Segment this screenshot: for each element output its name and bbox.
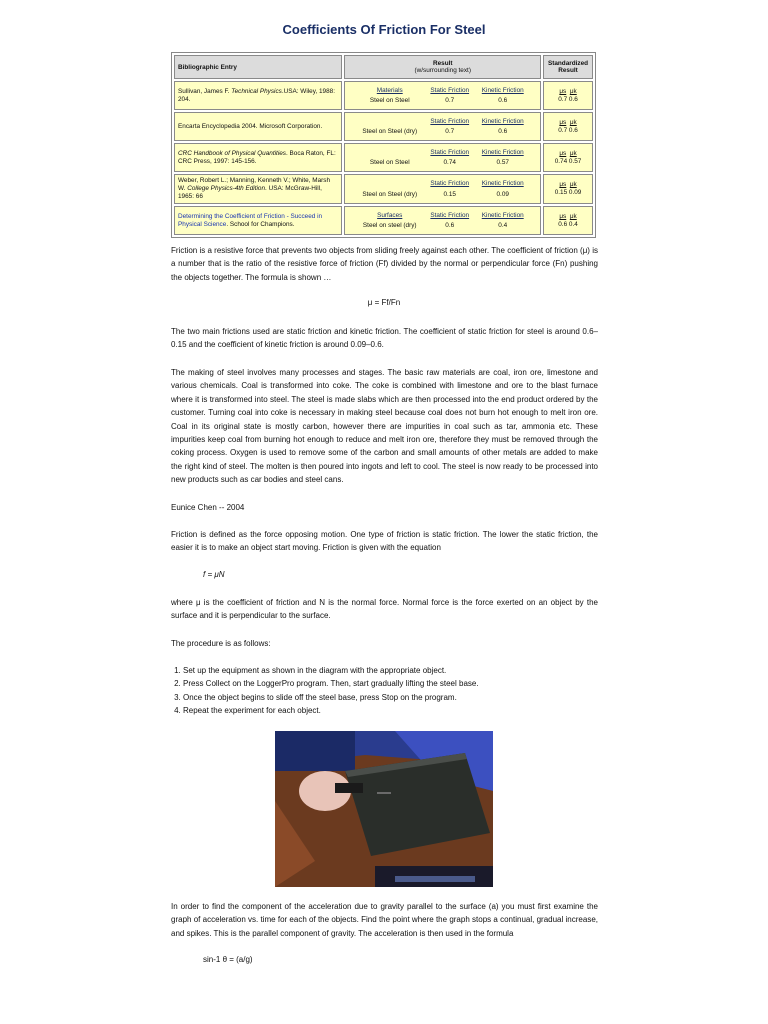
result-header: Kinetic Friction	[481, 148, 524, 156]
kinetic-value: 0.4	[498, 222, 508, 229]
standardized-cell	[543, 206, 593, 235]
result-header: Static Friction	[430, 117, 470, 125]
kinetic-value: 0.6	[498, 97, 508, 104]
normal-force-paragraph: where μ is the coefficient of friction and N is the normal force. Normal force is the force exerted on an object by the surface and it is perpendicular to the surface.	[171, 598, 598, 621]
standardized-cell	[543, 174, 593, 204]
formula-f: f = μN	[203, 570, 225, 579]
standardized-values: 0.7 0.6	[558, 95, 578, 103]
result-header: Kinetic Friction	[481, 180, 524, 188]
bib-entry	[174, 112, 342, 141]
header-result-sub: (w/surrounding text)	[414, 67, 471, 74]
mu-k-label: μk	[569, 149, 577, 157]
author-line: Eunice Chen -- 2004	[171, 503, 245, 512]
standardized-cell	[543, 112, 593, 141]
procedure-heading: The procedure is as follows:	[171, 639, 271, 648]
list-item: 3. Once the object begins to slide off the steel base, press Stop on the program.	[183, 691, 603, 704]
bib-title: Technical Physics	[231, 87, 282, 95]
table-header-row	[174, 55, 593, 79]
standardized-values: 0.15 0.09	[554, 189, 582, 196]
kinetic-value: 0.57	[496, 159, 509, 166]
kinetic-value: 0.6	[498, 128, 508, 135]
table-row	[174, 143, 593, 172]
mu-k-label: μk	[569, 118, 577, 126]
material: Steel on Steel (dry)	[362, 128, 418, 135]
procedure-list	[171, 664, 603, 718]
mu-s-label: μs	[559, 212, 567, 220]
experiment-photo	[275, 731, 493, 887]
result-cell	[344, 206, 541, 235]
steelmaking-paragraph: The making of steel involves many processes and stages. The basic raw materials are coal, iron ore, limestone and various chemicals. Coal is transformed into coke. The coke is combined with limestone and ore to the blast furnace where it is transformed into steel. The steel is made slabs which are then processed into the end product ordered by the customer. Turning coal into coke is necessary in making steel because coal does not burn hot enough to melt iron ore. Coal in its original state is mostly carbon, however there are impurities in coal such as tar, ammonia etc. These impurities keep coal from burning hot enough to reduce and melt iron ore, therefore they must be removed through the coking process. Oxygen is used to remove some of the carbon and small amounts of other metals are added to make the right kind of steel. The molten is then poured into ingots and left to cool. The steel is now ready to be processed into new products such as car bodies and steel cans.	[171, 368, 598, 485]
result-header	[360, 149, 420, 156]
definition-paragraph: Friction is defined as the force opposing motion. One type of friction is static friction. The lower the static friction, the easier it is to make an object start moving. Friction is given with the equation	[171, 530, 598, 553]
bib-author: Weber, Robert L.; Manning, Kenneth V.; White, Marsh W.	[178, 177, 331, 192]
standardized-values: 0.74 0.57	[554, 157, 582, 165]
table-row	[174, 206, 593, 235]
header-result	[344, 55, 541, 79]
result-header: Kinetic Friction	[481, 86, 524, 94]
result-header: Kinetic Friction	[481, 211, 524, 219]
result-header: Kinetic Friction	[481, 117, 524, 125]
bib-author: Encarta Encyclopedia 2004. Microsoft Corporation.	[178, 122, 323, 130]
result-header: Static Friction	[430, 86, 470, 94]
list-item: 1. Set up the equipment as shown in the diagram with the appropriate object.	[183, 664, 603, 677]
mu-k-label: μk	[569, 212, 577, 220]
page-title: Coefficients Of Friction For Steel	[282, 22, 486, 37]
mu-s-label: μs	[559, 118, 567, 126]
result-header: Surfaces	[377, 211, 403, 219]
static-value: 0.15	[443, 190, 456, 198]
standardized-cell	[543, 81, 593, 110]
references-table	[171, 52, 596, 238]
result-cell	[344, 143, 541, 172]
formula-sin: sin-1 θ = (a/g)	[203, 955, 253, 964]
bib-publisher: . Boca Raton, FL: CRC Press, 1997: 145-156.	[178, 149, 336, 165]
material: Steel on steel (dry)	[362, 222, 417, 229]
mu-s-label: μs	[559, 181, 567, 189]
header-standardized: Standardized Result	[543, 55, 593, 79]
standardized-values: 0.7 0.6	[558, 126, 578, 134]
bib-publisher: .USA: Wiley, 1988: 204.	[178, 87, 335, 103]
standardized-cell	[543, 143, 593, 172]
bib-entry	[174, 143, 342, 172]
static-value: 0.7	[445, 128, 455, 135]
experiment-photo-drawing	[275, 731, 493, 887]
bib-entry	[174, 174, 342, 204]
bib-publisher: . USA: McGraw-Hill, 1965: 66	[178, 185, 322, 200]
bib-entry	[174, 81, 342, 110]
bib-title: CRC Handbook of Physical Quantities	[178, 149, 286, 157]
mu-k-label: μk	[569, 181, 577, 189]
bib-publisher: . School for Champions.	[226, 220, 295, 228]
header-bibliographic: Bibliographic Entry	[174, 55, 342, 79]
result-header: Static Friction	[430, 211, 470, 219]
result-cell	[344, 81, 541, 110]
bib-title: College Physics-4th Edition	[187, 185, 266, 192]
standardized-values: 0.6 0.4	[558, 220, 578, 228]
material: Steel on Steel	[369, 97, 410, 104]
bib-link[interactable]: Determining the Coefficient of Friction - Succeed in Physical Science	[178, 212, 323, 228]
header-result-label: Result	[432, 60, 453, 67]
material: Steel on Steel (dry)	[362, 190, 418, 198]
table-row	[174, 112, 593, 141]
mu-k-label: μk	[569, 87, 577, 95]
mu-s-label: μs	[559, 87, 567, 95]
list-item: 4. Repeat the experiment for each object.	[183, 704, 603, 717]
mu-s-label: μs	[559, 149, 567, 157]
frictions-paragraph: The two main frictions used are static friction and kinetic friction. The coefficient of static friction for steel is around 0.6–0.15 and the coefficient of kinetic friction is around 0.09–0.6.	[171, 327, 598, 350]
acceleration-paragraph: In order to find the component of the acceleration due to gravity parallel to the surface (a) you must first examine the graph of acceleration vs. time for each of the objects. Find the point where the graph stops a continual, gradual increase, and spikes. This is the parallel component of gravity. The acceleration is then used in the formula	[171, 902, 598, 938]
result-header	[360, 118, 420, 125]
table-row	[174, 174, 593, 204]
list-item: 2. Press Collect on the LoggerPro program. Then, start gradually lifting the steel base.	[183, 677, 603, 690]
result-header: Static Friction	[430, 148, 470, 156]
static-value: 0.74	[443, 159, 456, 166]
result-cell	[344, 174, 541, 204]
result-header	[360, 180, 420, 187]
intro-paragraph: Friction is a resistive force that prevents two objects from sliding freely against each other. The coefficient of friction (μ) is a number that is the ratio of the resistive force of friction (Ff) divided by the normal or perpendicular force (Fn) pushing the objects together. The formula is shown …	[171, 246, 598, 282]
kinetic-value: 0.09	[496, 190, 509, 198]
result-cell	[344, 112, 541, 141]
static-value: 0.6	[445, 222, 455, 229]
bib-entry	[174, 206, 342, 235]
formula-mu: μ = Ff/Fn	[367, 298, 401, 307]
static-value: 0.7	[445, 97, 455, 104]
result-header: Materials	[376, 86, 403, 94]
table-row	[174, 81, 593, 110]
bib-author: Sullivan, James F.	[178, 87, 232, 95]
material: Steel on Steel	[369, 159, 410, 166]
result-header: Static Friction	[430, 180, 470, 188]
